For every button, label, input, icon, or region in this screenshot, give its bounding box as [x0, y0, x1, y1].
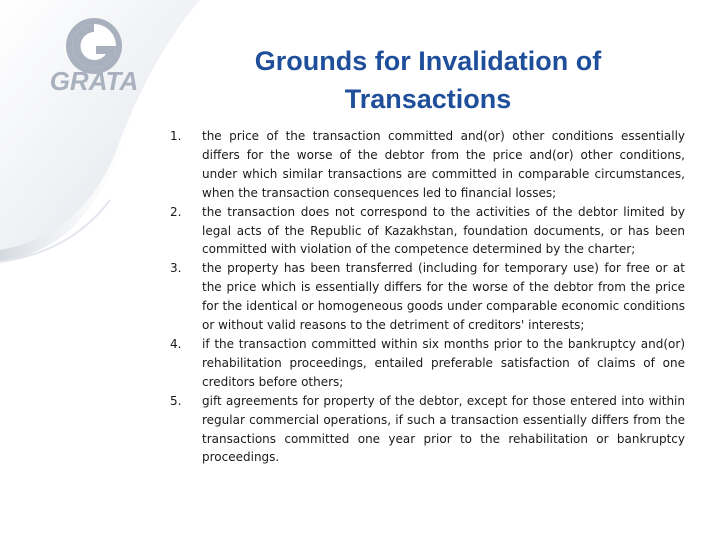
item-text: the transaction does not correspond to the activities of the debtor limited by legal acts of the Republic of Kazakhstan, foundation documents, or has been committed with violation of the competence determined by the charter;: [202, 204, 685, 257]
list-item: [170, 392, 685, 468]
item-text: gift agreements for property of the debtor, except for those entered into within regular commercial operations, if such a transaction essentially differs from the transactions committed one year prior to the rehabilitation or bankruptcy proceedings.: [202, 393, 685, 465]
item-text: if the transaction committed within six months prior to the bankruptcy and(or) rehabilitation proceedings, entailed preferable satisfaction of claims of one creditors before others;: [202, 336, 685, 389]
logo-text: GRATA: [49, 66, 139, 96]
item-number: 1.: [170, 129, 182, 143]
item-number: 4.: [170, 336, 182, 351]
grounds-list: [170, 127, 685, 467]
item-number: 5.: [170, 393, 182, 408]
list-item: [170, 335, 685, 392]
item-number: 2.: [170, 204, 182, 219]
item-text: the property has been transferred (including for temporary use) for free or at the price which is essentially differs for the worse of the debtor from the price for the identical or homogeneous goods under comparable economic conditions or without valid reasons to the detriment of creditors' interests;: [202, 261, 685, 333]
list-item: [170, 259, 685, 335]
list-item: [170, 127, 685, 203]
list-item: [170, 203, 685, 260]
page-title: Grounds for Invalidation of Transactions: [254, 46, 602, 114]
grata-logo: [44, 10, 144, 102]
item-text: the price of the transaction committed and(or) other conditions essentially differs for the worse of the debtor from the price and(or) other conditions, under which similar transactions are committed in comparable circumstances, when the transaction consequences led to financial losses;: [202, 129, 685, 200]
item-number: 3.: [170, 261, 182, 276]
